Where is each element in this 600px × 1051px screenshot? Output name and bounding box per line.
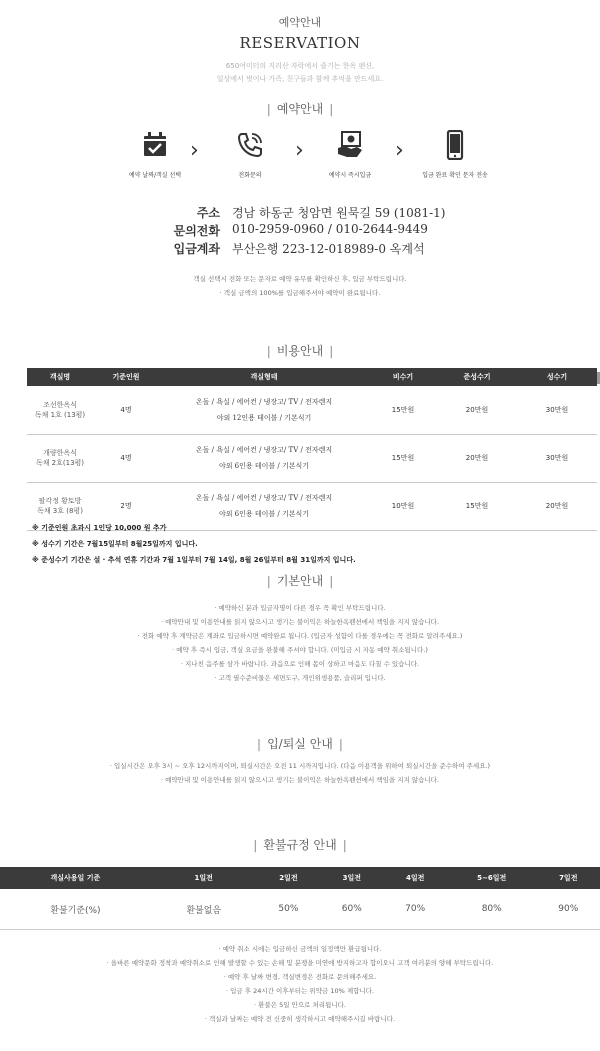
- header-subtitle: [0, 60, 600, 86]
- price-low: 15만원: [369, 434, 437, 482]
- column-header: 성수기: [517, 368, 597, 386]
- note-line: ※ 기준인원 초과시 1인당 10,000 원 추가: [32, 524, 167, 532]
- pricing-notes: [32, 520, 356, 568]
- step-label: 입금 완료 확인 문자 전송: [422, 172, 488, 179]
- info-key: 주소: [196, 206, 220, 220]
- note-line: · 예약 취소 시에는 입금하신 금액의 일정액만 환급됩니다.: [218, 945, 382, 953]
- note-line: · 고객 필수준비물은 세면도구, 개인위생용품, 슬리퍼 입니다.: [214, 674, 386, 682]
- note-line: · 전화 예약 후 계약금은 계좌로 입금하시면 예약완료 됩니다. (입금자 성함이 다를 경우에는 꼭 전화로 알려주세요.): [137, 632, 463, 640]
- column-header: 4일전: [383, 867, 446, 889]
- table-cell: 50%: [257, 889, 320, 930]
- room-options: 온돌 / 욕실 / 에어컨 / 냉장고/ TV / 전자렌지 야외 6인용 테이블 / 기본식기: [159, 434, 369, 482]
- price-mid: 15만원: [437, 482, 517, 530]
- section-title-reservation: | 예약안내 |: [266, 102, 334, 116]
- table-cell: 환불없음: [151, 889, 257, 930]
- room-people: 2명: [93, 482, 159, 530]
- room-options: 온돌 / 욕실 / 에어컨 / 냉장고/ TV / 전자렌지 야외 12인용 테이블 / 기본식기: [159, 386, 369, 434]
- note-line: 객실 선택시 전화 또는 문자로 예약 유무를 확인하신 후, 입금 부탁드립니다.: [193, 275, 407, 283]
- info-value[interactable]: 010-2959-0960 / 010-2644-9449: [232, 222, 428, 236]
- phone-icon: [235, 130, 265, 160]
- header-small-title: 예약안내: [278, 16, 322, 29]
- step-select: [110, 130, 200, 179]
- table-cell: 80%: [447, 889, 537, 930]
- step-pay: [305, 130, 395, 179]
- column-header: 기준인원: [93, 368, 159, 386]
- contact-info: [0, 204, 600, 258]
- table-header-row: [27, 368, 597, 386]
- section-title-refund: | 환불규정 안내 |: [253, 838, 347, 852]
- pricing-table: [27, 368, 597, 531]
- chevron-right-icon: ›: [190, 138, 199, 163]
- table-cell: 60%: [320, 889, 383, 930]
- column-header: 객실형태: [159, 368, 369, 386]
- note-line: · 예약안내 및 이용안내를 읽지 않으시고 생기는 불이익은 하늘한옥펜션에서 책임을 지지 않습니다.: [160, 618, 440, 626]
- price-low: 10만원: [369, 482, 437, 530]
- note-line: · 객실 금액의 100%를 입금해주셔야 예약이 완료됩니다.: [219, 289, 381, 297]
- table-cell: 70%: [383, 889, 446, 930]
- note-line: · 예약안내 및 이용안내를 읽지 않으시고 생기는 불이익은 하늘한옥펜션에서 책임을 지지 않습니다.: [160, 776, 440, 784]
- step-label: 예약시 즉시입금: [328, 172, 372, 179]
- reservation-steps: [110, 130, 500, 178]
- info-value: 경남 하동군 청암면 원묵길 59 (1081-1): [232, 206, 446, 220]
- header-title: RESERVATION: [239, 34, 361, 52]
- refund-notes: [0, 942, 600, 1026]
- checkin-notes: [0, 759, 600, 787]
- room-name: 개량한옥식 독채 2호(13평): [27, 434, 93, 482]
- price-mid: 20만원: [437, 434, 517, 482]
- info-key: 입금계좌: [173, 242, 220, 256]
- note-line: ※ 성수기 기간은 7월15일부터 8월25일까지 입니다.: [32, 540, 198, 548]
- table-row: [27, 434, 597, 482]
- note-line: · 객실과 날짜는 예약 전 신중히 생각하시고 예약해주시길 바랍니다.: [204, 1015, 396, 1023]
- info-key: 문의전화: [173, 224, 220, 238]
- reservation-notes: [0, 272, 600, 300]
- chevron-right-icon: ›: [295, 138, 304, 163]
- smartphone-icon: [440, 130, 470, 160]
- note-line: ※ 준성수기 기간은 설 · 추석 연휴 기간과 7월 1일부터 7월 14일, 8월 26일부터 8월 31일까지 입니다.: [32, 556, 356, 564]
- price-high: 30만원: [517, 434, 597, 482]
- room-people: 4명: [93, 434, 159, 482]
- table-cell: 90%: [537, 889, 600, 930]
- room-options: 온돌 / 욕실 / 에어컨 / 냉장고/ TV / 전자렌지 야외 6인용 테이블 / 기본식기: [159, 482, 369, 530]
- chevron-right-icon: ›: [395, 138, 404, 163]
- step-label: 예약 날짜/객실 선택: [128, 172, 182, 179]
- basic-notes: [0, 601, 600, 685]
- column-header: 준성수기: [437, 368, 517, 386]
- price-high: 30만원: [517, 386, 597, 434]
- note-line: · 환불은 5일 안으로 처리됩니다.: [254, 1001, 346, 1009]
- price-low: 15만원: [369, 386, 437, 434]
- column-header: 7일전: [537, 867, 600, 889]
- note-line: · 지나친 음주를 삼가 바랍니다. 과음으로 인해 몸이 상하고 마음도 다칠 수 있습니다.: [180, 660, 420, 668]
- note-line: · 예약하신 분과 입금자명이 다른 경우 꼭 확인 부탁드립니다.: [214, 604, 386, 612]
- column-header: 5~6일전: [447, 867, 537, 889]
- price-mid: 20만원: [437, 386, 517, 434]
- room-name: 팔각정 황토방 독채 3호 (8평): [27, 482, 93, 530]
- step-call: [205, 130, 295, 179]
- table-cell: 환불기준(%): [0, 889, 151, 930]
- column-header: 객실명: [27, 368, 93, 386]
- refund-table: [0, 867, 600, 930]
- step-sms: [410, 130, 500, 179]
- note-line: · 입실시간은 오후 3시 ~ 오후 12시까지이며, 퇴실시간은 오전 11 시까지입니다. (다음 이용객을 위하여 퇴실시간을 준수하여 주세요.): [109, 762, 491, 770]
- note-line: · 예약 후 날짜 변경, 객실변경은 전화로 문의해주세요.: [223, 973, 377, 981]
- money-icon: [335, 130, 365, 160]
- table-row: [0, 889, 600, 930]
- calendar-check-icon: [140, 130, 170, 160]
- room-name: 조선한옥식 독채 1호 (13평): [27, 386, 93, 434]
- table-row: [27, 386, 597, 434]
- note-line: · 입금 후 24시간 이후부터는 위약금 10% 제합니다.: [225, 987, 375, 995]
- info-phone: [0, 222, 600, 240]
- page-header: [0, 0, 600, 86]
- step-label: 전화문의: [238, 172, 262, 179]
- table-header-row: [0, 867, 600, 889]
- column-header: 1일전: [151, 867, 257, 889]
- column-header: 객실사용일 기준: [0, 867, 151, 889]
- room-people: 4명: [93, 386, 159, 434]
- column-header: 2일전: [257, 867, 320, 889]
- note-line: · 올바른 예약문화 정착과 예약취소로 인해 발생할 수 있는 손해 및 분쟁을 미연에 방지하고자 합이오니 고객 여러분의 양해 부탁드립니다.: [106, 959, 494, 967]
- section-title-checkin: | 입/퇴실 안내 |: [257, 737, 343, 751]
- column-header: 비수기: [369, 368, 437, 386]
- note-line: · 예약 후 즉시 입금, 객실 요금을 완불해 주셔야 합니다. (미입금 시 자동 예약 취소됩니다.): [172, 646, 428, 654]
- header-subtitle-line: 650여미터의 지리산 자락에서 즐기는 한옥 펜션,: [225, 62, 375, 70]
- info-account: [0, 240, 600, 258]
- info-value: 부산은행 223-12-018989-0 옥계석: [232, 242, 425, 256]
- info-address: [0, 204, 600, 222]
- section-title-pricing: | 비용안내 |: [266, 344, 334, 358]
- section-title-basic: | 기본안내 |: [266, 574, 334, 588]
- header-subtitle-line: 일상에서 벗어나 가족, 친구들과 함께 추억을 만드세요.: [216, 75, 384, 83]
- column-header: 3일전: [320, 867, 383, 889]
- price-high: 20만원: [517, 482, 597, 530]
